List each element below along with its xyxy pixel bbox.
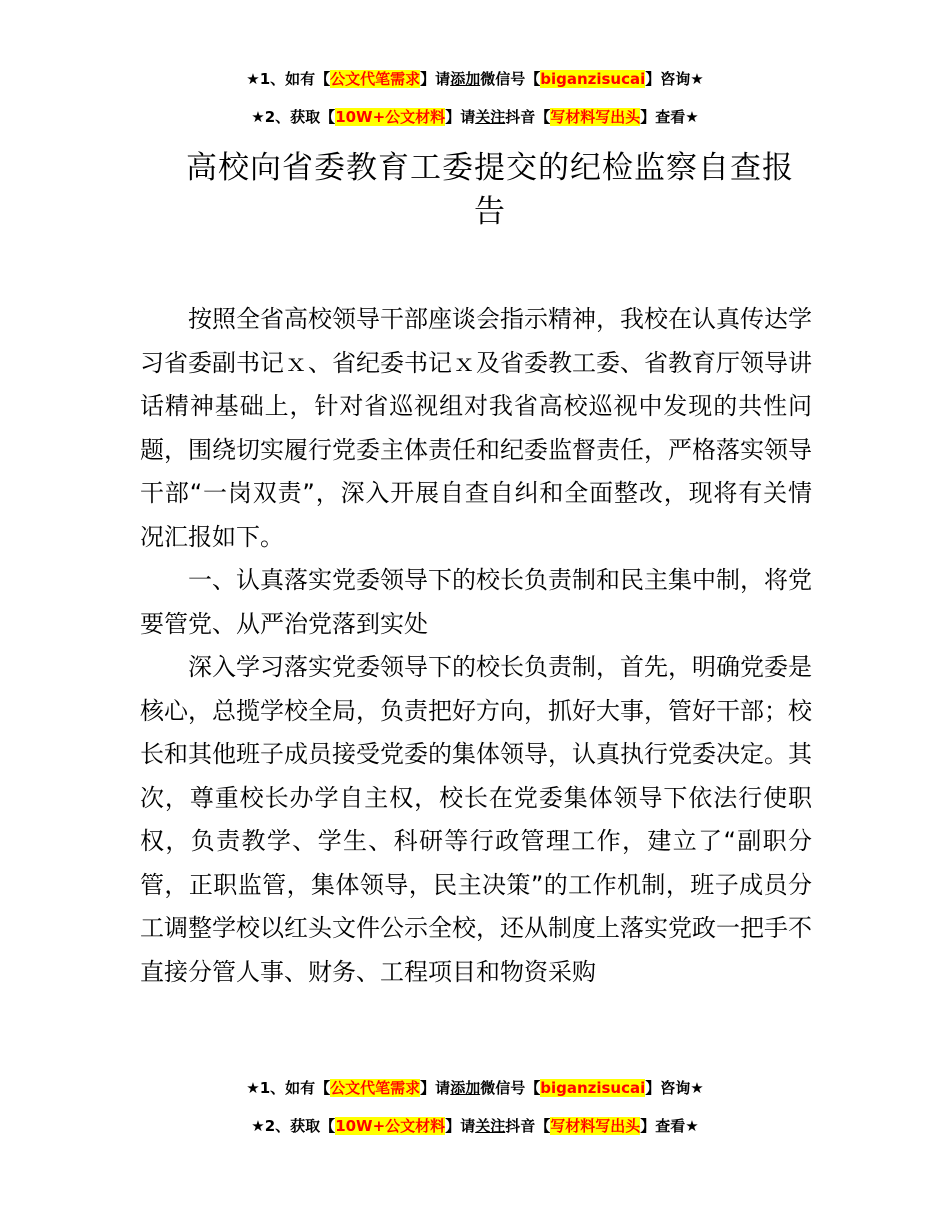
header-promo-line-2	[0, 107, 950, 127]
promo-text: 微信号【	[480, 1079, 541, 1097]
promo-text: 】请	[420, 1079, 451, 1097]
promo-text: 微信号【	[480, 70, 541, 88]
promo-text: 】请	[420, 70, 451, 88]
promo-text: 抖音【	[505, 1117, 551, 1135]
promo-wechat-id: biganzisucai	[540, 70, 646, 88]
document-body	[140, 298, 812, 994]
body-paragraph-intro: 按照全省高校领导干部座谈会指示精神，我校在认真传达学习省委副书记ｘ、省纪委书记ｘ及省委教工委、省教育厅领导讲话精神基础上，针对省巡视组对我省高校巡视中发现的共性问题，围绕切实履行党委主体责任和纪委监督责任，严格落实领导干部“一岗双责”，深入开展自查自纠和全面整改，现将有关情况汇报如下。	[140, 305, 812, 551]
promo-suffix: 】查看★	[640, 108, 699, 126]
document-title: 高校向省委教育工委提交的纪检监察自查报告	[186, 150, 794, 230]
promo-prefix: ★1、如有【	[246, 70, 331, 88]
promo-douyin-id: 写材料写出头	[550, 1117, 641, 1135]
promo-douyin-id: 写材料写出头	[550, 108, 641, 126]
promo-highlight: 公文代笔需求	[330, 1079, 421, 1097]
promo-suffix: 】查看★	[640, 1117, 699, 1135]
footer-promo-line-2	[0, 1116, 950, 1136]
header-promo-line-1	[0, 69, 950, 89]
body-paragraph: 深入学习落实党委领导下的校长负责制，首先，明确党委是核心，总揽学校全局，负责把好方向，抓好大事，管好干部；校长和其他班子成员接受党委的集体领导，认真执行党委决定。其次，尊重校长办学自主权，校长在党委集体领导下依法行使职权，负责教学、学生、科研等行政管理工作，建立了“副职分管，正职监管，集体领导，民主决策”的工作机制，班子成员分工调整学校以红头文件公示全校，还从制度上落实党政一把手不直接分管人事、财务、工程项目和物资采购	[140, 653, 812, 986]
promo-suffix: 】咨询★	[645, 1079, 704, 1097]
promo-underline: 添加	[450, 70, 481, 88]
promo-underline: 添加	[450, 1079, 481, 1097]
promo-underline: 关注	[475, 1117, 506, 1135]
promo-prefix: ★1、如有【	[246, 1079, 331, 1097]
promo-highlight: 10W+公文材料	[335, 1117, 446, 1135]
section-heading-1: 一、认真落实党委领导下的校长负责制和民主集中制，将党要管党、从严治党落到实处	[140, 566, 812, 638]
promo-text: 抖音【	[505, 108, 551, 126]
promo-suffix: 】咨询★	[645, 70, 704, 88]
promo-prefix: ★2、获取【	[251, 1117, 336, 1135]
promo-text: 】请	[445, 108, 476, 126]
promo-highlight: 公文代笔需求	[330, 70, 421, 88]
promo-wechat-id: biganzisucai	[540, 1079, 646, 1097]
promo-text: 】请	[445, 1117, 476, 1135]
footer-promo-line-1	[0, 1078, 950, 1098]
promo-prefix: ★2、获取【	[251, 108, 336, 126]
promo-highlight: 10W+公文材料	[335, 108, 446, 126]
promo-underline: 关注	[475, 108, 506, 126]
